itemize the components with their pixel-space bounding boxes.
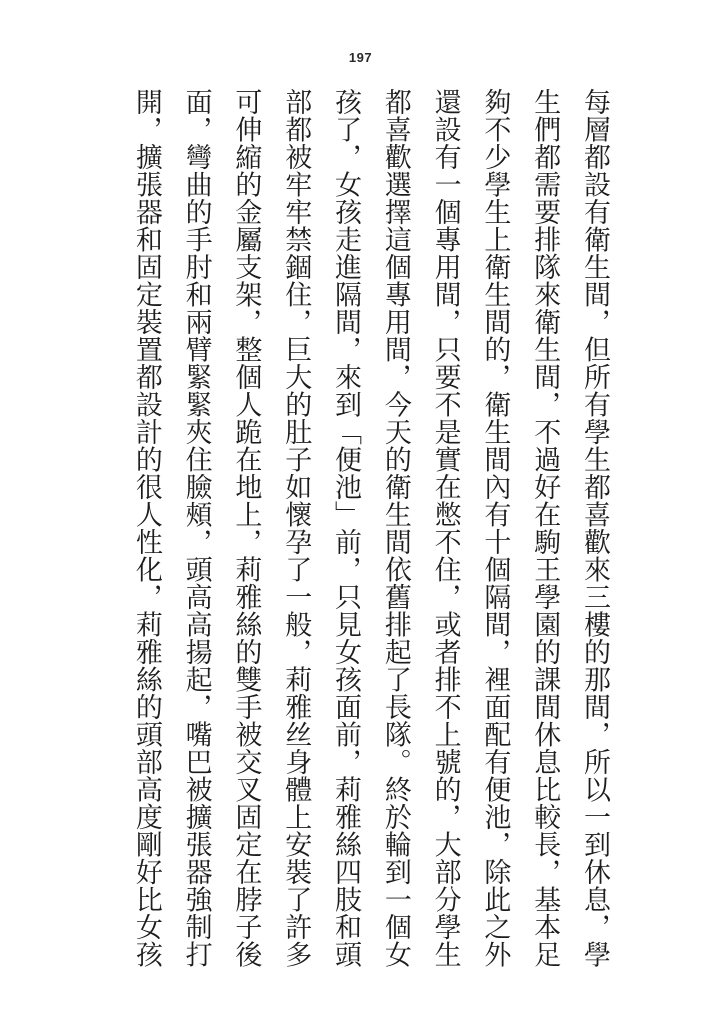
text-column-2: 生們都需要排隊來衛生間，不過好在駒王學園的課間休息比較長，基本足 [530, 88, 561, 968]
text-column-5: 都喜歡選擇這個專用間，今天的衛生間依舊排起了長隊。終於輪到一個女 [380, 88, 411, 968]
text-column-3: 夠不少學生上衛生間的，衛生間內有十個隔間，裡面配有便池，除此之外 [480, 88, 511, 968]
text-column-8: 可伸縮的金屬支架，整個人跪在地上，莉雅絲的雙手被交叉固定在脖子後 [231, 88, 262, 968]
text-column-1: 每層都設有衛生間，但所有學生都喜歡來三樓的那間，所以一到休息，學 [580, 88, 610, 968]
text-column-10: 開，擴張器和固定裝置都設計的很人性化，莉雅絲的頭部高度剛好比女孩 [131, 88, 162, 968]
text-column-9: 面，彎曲的手肘和兩臂緊緊夾住臉頰，頭高高揚起，嘴巴被擴張器強制打 [181, 88, 212, 968]
text-column-4: 還設有一個專用間，只要不是實在憋不住，或者排不上號的，大部分學生 [430, 88, 461, 968]
text-column-6: 孩了，女孩走進隔間，來到「便池」前，只見女孩面前，莉雅絲四肢和頭 [331, 88, 362, 968]
text-column-7: 部都被牢牢禁錮住，巨大的肚子如懷孕了一般，莉雅丝身體上安裝了許多 [281, 88, 312, 968]
page-number: 197 [348, 50, 373, 65]
text-body [121, 88, 619, 980]
